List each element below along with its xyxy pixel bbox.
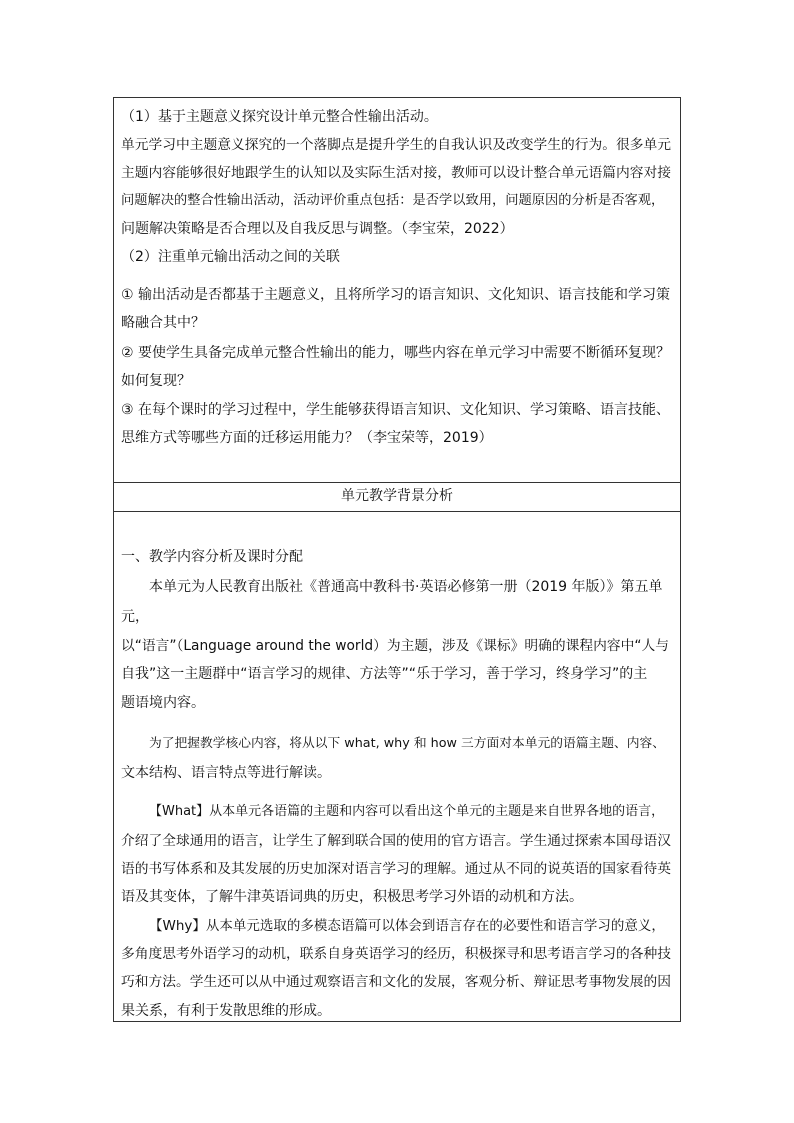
text-line: 略融合其中？ [121, 315, 205, 331]
text-line: ① 输出活动是否都基于主题意义，且将所学习的语言知识、文化知识、语言技能和学习策 [121, 287, 670, 303]
text-line: 单元学习中主题意义探究的一个落脚点是提升学生的自我认识及改变学生的行为。很多单元 [121, 137, 672, 153]
text-line: 语及其变体，了解牛津英语词典的历史，积极思考学习外语的动机和方法。 [121, 889, 583, 905]
text-line: 巧和方法。学生还可以从中通过观察语言和文化的发展，客观分析、辩证思考事物发展的因 [121, 974, 672, 990]
subheading-1: （1）基于主题意义探究设计单元整合性输出活动。 [121, 109, 438, 125]
strategy-cell [114, 98, 680, 483]
analysis-cell [114, 512, 680, 1022]
subheading-2: （2）注重单元输出活动之间的关联 [121, 249, 340, 265]
text-line: ③ 在每个课时的学习过程中，学生能够获得语言知识、文化知识、学习策略、语言技能、 [121, 402, 670, 418]
text-line: 题语境内容。 [121, 695, 205, 711]
text-line: 多角度思考外语学习的动机，联系自身英语学习的经历，积极探寻和思考语言学习的各种技 [121, 946, 672, 962]
text-line: 果关系，有利于发散思维的形成。 [121, 1003, 331, 1019]
text-line: 【What】从本单元各语篇的主题和内容可以看出这个单元的主题是来自世界各地的语言， [149, 804, 665, 819]
text-line: 自我”这一主题群中“语言学习的规律、方法等”“乐于学习，善于学习，终身学习”的主 [121, 666, 648, 682]
text-line: 语的书写体系和及其发展的历史加深对语言学习的理解。通过从不同的说英语的国家看待英 [121, 861, 672, 877]
text-line: 【Why】从本单元选取的多模态语篇可以体会到语言存在的必要性和语言学习的意义， [149, 918, 665, 934]
text-line: ② 要使学生具备完成单元整合性输出的能力，哪些内容在单元学习中需要不断循环复现？ [121, 345, 670, 361]
text-line: 介绍了全球通用的语言，让学生了解到联合国的使用的官方语言。学生通过探索本国母语汉 [121, 833, 672, 849]
section-heading: 一、教学内容分析及课时分配 [121, 549, 303, 565]
text-line: 主题内容能够很好地跟学生的认知以及实际生活对接，教师可以设计整合单元语篇内容对接 [121, 165, 672, 181]
text-line: 元， [121, 609, 149, 625]
text-line: 以“语言”（Language around the world）为主题，涉及《课标》明确的课程内容中“人与 [121, 638, 669, 654]
text-line: 问题解决策略是否合理以及自我反思与调整。（李宝荣，2022） [121, 221, 514, 237]
text-line: 如何复现？ [121, 373, 191, 389]
text-line: 本单元为人民教育出版社《普通高中教科书·英语必修第一册（2019 年版）》第五单 [149, 579, 663, 595]
text-line: 文本结构、语言特点等进行解读。 [121, 765, 331, 781]
text-line: 为了把握教学核心内容，将从以下 what, why 和 how 三方面对本单元的语篇主题、内容、 [149, 736, 665, 751]
text-line: 问题解决的整合性输出活动，活动评价重点包括：是否学以致用，问题原因的分析是否客观， [121, 193, 665, 208]
section-header: 单元教学背景分析 [114, 482, 680, 512]
text-line: 思维方式等哪些方面的迁移运用能力？（李宝荣等，2019） [121, 430, 493, 446]
document-table [113, 97, 681, 1022]
